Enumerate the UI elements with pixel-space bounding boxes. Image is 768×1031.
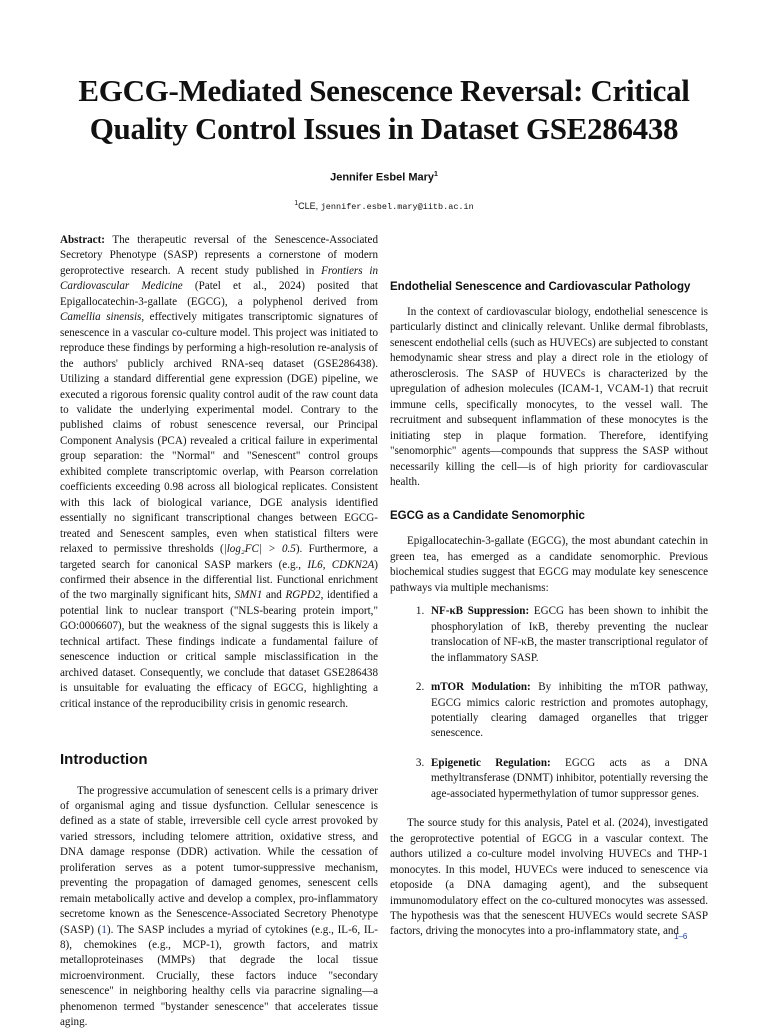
author-line xyxy=(0,171,768,184)
abstract-italic: CDKN2A xyxy=(331,558,375,571)
author-sup: 1 xyxy=(434,171,438,178)
abstract-text: (Patel et al., 2024) posited that Epigallocatechin-3-gallate (EGCG), a polyphenol derived from xyxy=(60,280,378,308)
abstract-text: ) confirmed their absence in the differential list. Functional enrichment of the two marginally significant hits, xyxy=(60,558,378,602)
intro-paragraph xyxy=(60,784,378,1031)
abstract-text: , xyxy=(322,558,332,571)
abstract-text: and xyxy=(262,589,286,602)
list-item-label: Epigenetic Regulation: xyxy=(431,756,551,769)
abstract-italic: RGPD2 xyxy=(285,589,321,602)
author-name: Jennifer Esbel Mary xyxy=(330,171,435,184)
abstract-label: Abstract: xyxy=(60,234,105,246)
affil-org: CLE, xyxy=(298,201,319,211)
list-item xyxy=(427,680,708,742)
abstract-text: , effectively mitigates transcriptomic signatures of senescence in a vascular co-culture model. This project was initiated to reproduce these findings by performing a high-resolution re-analysis of the authors' publicly archived RNA-seq dataset (GSE286438). Utilizing a standard differential gene expression (DGE) pipeline, we executed a rigorous forensic quality control audit of the raw count data to validate the underlying experimental model. Contrary to the published claims of robust senescence reversal, our Principal Component Analysis (PCA) revealed a critical failure in experimental group separation: the "Normal" and "Senescent" control groups exhibited complete transcriptomic overlap, with Pearson correlation coefficients exceeding 0.98 across all biological replicates. Consistent with this lack of biological variance, DGE analysis identified essentially no significant transcriptional changes between EGCG-treated and Senescent samples, even when statistical filters were relaxed to permissive thresholds ( xyxy=(60,311,378,556)
list-item xyxy=(427,604,708,666)
abstract-italic: Frontiers in Cardiovascular Medicine xyxy=(60,264,378,293)
list-item-label: mTOR Modulation: xyxy=(431,681,531,694)
author-email[interactable]: jennifer.esbel.mary@iitb.ac.in xyxy=(320,202,474,212)
section-paragraph: In the context of cardiovascular biology, endothelial senescence is particularly distinct and clinically relevant. Unlike dermal fibroblasts, senescent endothelial cells (such as HUVECs) are subjected to constant hemodynamic shear stress and play a direct role in the etiology of atherosclerosis. The SASP of HUVECs is characterized by the upregulation of adhesion molecules (ICAM-1, VCAM-1) that recruit immune cells, specifically monocytes, to the vessel wall. The recruitment and subsequent inflammation of these monocytes is the initiating step in plaque formation. Therefore, identifying "senomorphic" agents—compounds that suppress the SASP without necessarily killing the cell—is of high priority for cardiovascular health. xyxy=(390,306,708,488)
paper-title: EGCG-Mediated Senescence Reversal: Critical Quality Control Issues in Dataset GSE286438 xyxy=(78,73,690,146)
introduction-heading: Introduction xyxy=(60,751,148,769)
citation-link[interactable]: 1 xyxy=(101,923,107,936)
abstract xyxy=(60,233,378,712)
list-item-text: EGCG acts as a DNA methyltransferase (DNMT) inhibitor, potentially reversing the age-associated hypermethylation of tumor suppressor genes. xyxy=(431,756,708,800)
abstract-italic: IL6 xyxy=(307,558,323,571)
affiliation xyxy=(0,200,768,212)
intro-text: The progressive accumulation of senescent cells is a primary driver of organismal aging and tissue dysfunction. Cellular senescence is defined as a state of stable, irreversible cell cycle arrest provoked by varied stressors, including telomere attrition, oxidative stress, and DNA damage response (DDR) activation. While the cessation of proliferation serves as a potent tumor-suppressive mechanism, preventing the propagation of damaged genomes, senescent cells remain metabolically active and develop a complex, pro-inflammatory secretome known as the Senescence-Associated Secretory Phenotype (SASP) ( xyxy=(60,784,378,936)
abstract-text: ). Furthermore, a targeted search for canonical SASP markers (e.g., xyxy=(60,543,378,571)
list-item-label: NF-κB Suppression: xyxy=(431,605,530,618)
section-heading-egcg: EGCG as a Candidate Senomorphic xyxy=(390,510,585,523)
page-number[interactable]: 1–6 xyxy=(674,932,688,941)
mechanism-list xyxy=(390,604,708,802)
abstract-math: |log₂FC| > 0.5 xyxy=(223,543,296,556)
left-column xyxy=(60,233,378,1031)
list-item-text: By inhibiting the mTOR pathway, EGCG mimics caloric restriction and promotes autophagy, potentially clearing damaged organelles that trigger senescence. xyxy=(431,681,708,740)
section-paragraph: The source study for this analysis, Patel et al. (2024), investigated the geroprotective potential of EGCG in a vascular context. The authors utilized a co-culture model involving HUVECs and THP-1 monocytes. In this model, HUVECs were induced to senescence via etoposide (a DNA damaging agent), and the subsequent immunomodulatory effect on the co-cultured monocytes was assessed. The hypothesis was that the senescent HUVECs would secrete SASP factors, driving the monocytes into a pro-inflammatory state, and xyxy=(390,817,708,938)
section-paragraph: Epigallocatechin-3-gallate (EGCG), the most abundant catechin in green tea, has emerged as a candidate senomorphic. Previous biochemical studies suggest that EGCG may modulate key senescence pathways via multiple mechanisms: xyxy=(390,535,708,594)
affil-sup: 1 xyxy=(294,200,299,207)
right-column xyxy=(390,240,708,940)
intro-text: ). The SASP includes a myriad of cytokines (e.g., IL-6, IL-8), chemokines (e.g., MCP-1), growth factors, and matrix metalloproteinases (MMPs) that degrade the local tissue microenvironment. Crucially, these factors induce "secondary senescence" in neighboring healthy cells via paracrine signaling—a phenomenon termed "bystander senescence" that accelerates tissue aging. xyxy=(60,923,378,1029)
list-item-text: EGCG has been shown to inhibit the phosphorylation of IκB, thereby preventing the nuclear translocation of NF-κB, the master transcriptional regulator of the inflammatory SASP. xyxy=(431,605,708,664)
list-item xyxy=(427,756,708,802)
section-heading-endothelial: Endothelial Senescence and Cardiovascular Pathology xyxy=(390,281,691,293)
abstract-text: , identified a potential link to nuclear transport ("NLS-bearing protein import," GO:0006607), but the weakness of the signal suggests this is likely a technical artifact. These findings indicate a fundamental failure of senescence induction or critical sample misclassification in the archived dataset. Consequently, we conclude that dataset GSE286438 is unsuitable for evaluating the efficacy of EGCG, highlighting a critical instance of the reproducibility crisis in genomic research. xyxy=(60,589,378,710)
abstract-text: The therapeutic reversal of the Senescence-Associated Secretory Phenotype (SASP) represents a cornerstone of modern geroprotective research. A recent study published in xyxy=(60,234,378,277)
abstract-italic: SMN1 xyxy=(234,589,263,602)
abstract-italic: Camellia sinensis xyxy=(60,311,142,324)
